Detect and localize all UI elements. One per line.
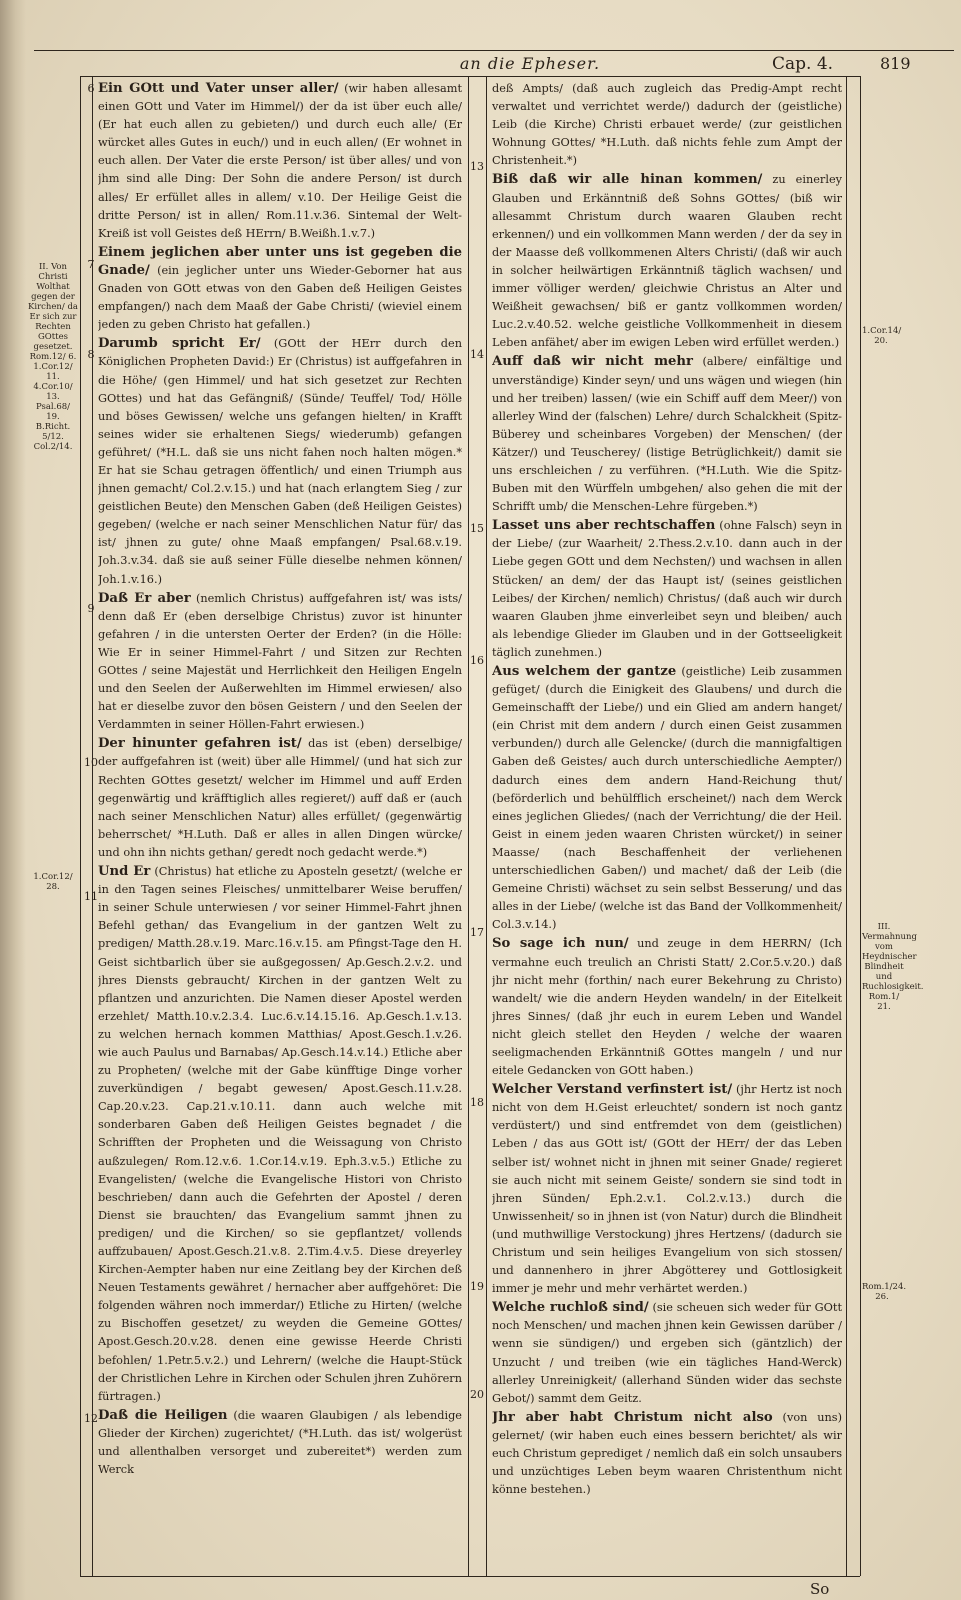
frame-right-rule bbox=[860, 76, 861, 1576]
verse-lead: Der hinunter gefahren ist/ bbox=[98, 736, 302, 752]
verse-lead: So sage ich nun/ bbox=[492, 936, 629, 952]
verse-number: 17 bbox=[470, 926, 484, 939]
verse-paragraph bbox=[98, 80, 462, 243]
verse-paragraph bbox=[492, 80, 842, 170]
verse-text: und zeuge in dem HERRN/ (Ich vermahne euch treulich an Christi Statt/ 2.Cor.5.v.20.) daß jhr nicht mehr (forthin/ nach eurer Bekehrung zu Christo) wandelt/ wie die andern Heyden wandeln/ in der Eitelkeit jhres Sinnes/ (daß jhr euch in eurem Leben und Wandel nicht gleich stellet den Heyden / welche der waaren seeligmachenden Erkänntniß GOttes mangeln / und nur eitele Gedancken von GOtt haben.) bbox=[492, 937, 842, 1078]
verse-number: 13 bbox=[470, 160, 484, 173]
verse-lead: Auff daß wir nicht mehr bbox=[492, 354, 693, 370]
text-column-right bbox=[492, 80, 842, 1570]
verse-lead: Und Er bbox=[98, 864, 151, 880]
verse-number: 12 bbox=[84, 1412, 98, 1425]
verse-lead: Darumb spricht Er/ bbox=[98, 336, 261, 352]
running-title: an die Epheser. bbox=[459, 54, 601, 73]
verse-text: (albere/ einfältige und unverständige) Kinder seyn/ und uns wägen und wiegen (hin und her treiben) lassen/ (wie ein Schiff auff dem Meer/) von allerley Wind der (falschen) Lehre/ durch Schalckheit (Spitz-Büberey und scheinbares Vorgeben) der Menschen/ (der Kätzer/) und Teuscherey/ (listige Betrüglichkeit/) damit sie uns erschleichen / zu verführen. (*H.Luth. Wie die Spitz-Buben mit den Würffeln umbgehen/ also gehen die mit der Schrifft umb/ die Menschen-Lehre fürgeben.*) bbox=[492, 355, 842, 514]
verse-lead: Ein GOtt und Vater unser aller/ bbox=[98, 81, 339, 96]
verse-number: 6 bbox=[87, 82, 95, 95]
verse-text: zu einerley Glauben und Erkänntniß deß Sohns GOttes/ (biß wir allesammt Christum durch waaren Glauben recht erkennen/) und ein vollkommen Mann werden / der da sey in der Maasse deß vollkommenen Alters Christi/ (daß wir auch in solcher heilwärtigen Erkänntniß täglich wachsen/ und immer völliger werden/ gleichwie Christus an Alter und Weißheit gewachsen/ biß er gantz vollkommen worden/ Luc.2.v.40.52. welche geistliche Vollkommenheit in diesem Leben anfähet/ aber im ewigen Leben wird erfüllet werden.) bbox=[492, 173, 842, 350]
catchword: So bbox=[810, 1580, 830, 1598]
verse-number: 14 bbox=[470, 348, 484, 361]
verse-text: (ein jeglicher unter uns Wieder-Geborner hat aus Gnaden von GOtt etwas von den Gaben deß Heiligen Geistes empfangen/) nach dem Maaß der Gabe Christi/ (wieviel einem jeden zu geben Christo hat gefallen.) bbox=[98, 263, 462, 332]
verse-paragraph bbox=[98, 335, 462, 588]
column-divider-right bbox=[486, 76, 487, 1576]
verse-lead: Daß Er aber bbox=[98, 590, 191, 606]
verse-lead: Jhr aber habt Christum nicht also bbox=[492, 1409, 773, 1425]
verse-text: (Christus) hat etliche zu Aposteln gesetzt/ (welche er in den Tagen seines Fleisches/ unmittelbarer Weise beruffen/ in seiner Schule unterwiesen / vor seiner Himmel-Fahrt jhnen Befehl gethan/ das Evangelium in der gantzen Welt zu predigen/ Matth.28.v.19. Marc.16.v.15. am Pfingst-Tage den H. Geist sichtbarlich über sie außgegossen/ Ap.Gesch.2.v.2. und jhres Diensts gebraucht/ Kirchen in der gantzen Welt zu pflantzen und anzurichten. Die Namen dieser Apostel werden erzehlet/ Matth.10.v.2.3.4. Luc.6.v.14.15.16. Ap.Gesch.1.v.13. zu welchen hernach kommen Matthias/ Apost.Gesch.1.v.26. wie auch Paulus und Barnabas/ Ap.Gesch.14.v.14.) Etliche aber zu Propheten/ (welche mit der Gabe künfftige Dinge vorher zuverkündigen / begabt gewesen/ Apost.Gesch.11.v.28. Cap.20.v.23. Cap.21.v.10.11. dann auch welche mit sonderbaren Gaben deß Heiligen Geistes begnadet / die Schrifften der Propheten und die Weissagung von Christo außzulegen/ Rom.12.v.6. 1.Cor.14.v.19. Eph.3.v.5.) Etliche zu Evangelisten/ (welche die Evangelische Histori von Christo beschrieben/ dann auch die Gefehrten der Apostel / deren Dienst sie brauchten/ das Evangelium sammt jhnen zu predigen/ und die Kirchen/ so sie gepflantzet/ vollends auffzubauen/ Apost.Gesch.21.v.8. 2.Tim.4.v.5. Diese dreyerley Kirchen-Aempter haben nur eine Zeitlang bey der Kirchen deß Neuen Testaments gewähret / hernacher aber auffgehöret: Die folgenden währen noch immerdar/) Etliche zu Hirten/ (welche zu Bischoffen gesetzet/ zu weyden die Gemeine GOttes/ Apost.Gesch.20.v.28. denen eine gewisse Heerde Christi befohlen/ 1.Petr.5.v.2.) und Lehrern/ (welche die Haupt-Stück der Christlichen Lehre in Kirchen oder Schulen jhren Zuhörern fürtragen.) bbox=[98, 865, 462, 1403]
verse-number: 15 bbox=[470, 522, 484, 535]
verse-text: (sie scheuen sich weder für GOtt noch Menschen/ und machen jhnen kein Gewissen darüber / wenn sie sündigen/) und ergeben sich (gäntzlich) der Unzucht / und treiben (wie ein tägliches Hand-Werck) allerley Unreinigkeit/ (allerhand Sünden wider das sechste Gebot/) sammt dem Geitz. bbox=[492, 1301, 842, 1405]
verse-paragraph bbox=[98, 244, 462, 334]
verse-paragraph bbox=[492, 353, 842, 516]
frame-bottom-rule bbox=[80, 1576, 860, 1577]
verse-paragraph bbox=[98, 735, 462, 862]
chapter-label: Cap. 4. bbox=[772, 54, 834, 74]
page-gutter bbox=[0, 0, 26, 1600]
column-divider-left bbox=[468, 76, 469, 1576]
verse-text: (wir haben allesamt einen GOtt und Vater im Himmel/) der da ist über euch alle/ (Er hat euch allen zu gebieten/) und durch euch alle/ (Er würcket alles Gutes in euch/) und in euch allen/ (Er wohnet in euch allen. Der Vater die erste Person/ ist über alles/ und von jhm sind alle Ding: Der Sohn die andere Person/ ist durch alles/ Er erfüllet alles in allem/ v.10. Der Heilige Geist die dritte Person/ ist in allen/ Rom.11.v.36. Sintemal der Welt-Kreiß ist voll Geistes deß HErrn/ B.Weißh.1.v.7.) bbox=[98, 82, 462, 240]
frame-top-rule bbox=[80, 76, 860, 77]
verse-number: 7 bbox=[87, 258, 95, 271]
margin-note-left: II. Von Christi Wolthat gegen der Kirchen/ da Er sich zur Rechten GOttes gesetzet. Rom.12/ 6. 1.Cor.12/ 11. 4.Cor.10/ 13. Psal.68/ 19. B.Richt. 5/12. Col.2/14. bbox=[28, 262, 78, 452]
verse-paragraph bbox=[492, 517, 842, 662]
verse-text: (geistliche) Leib zusammen gefüget/ (durch die Einigkeit des Glaubens/ und durch die Gemeinschafft der Liebe/) und ein Glied am andern hanget/ (ein Christ mit dem andern / durch einen Geist zusammen verbunden/) durch alle Gelencke/ (durch die mannigfaltigen Gaben deß Geistes/ auch durch unterschiedliche Aempter/) dadurch eines dem andern Hand-Reichung thut/ (beförderlich und behülfflich erscheinet/) nach dem Werck eines jeglichen Gliedes/ (nach der Verrichtung/ die der Heil. Geist in einem jeden waaren Christen würcket/) in seiner Maasse/ (nach Beschaffenheit der verliehenen unterschiedlichen Gaben/) und machet/ daß der Leib (die Gemeine Christi) wächset zu sein selbst Besserung/ und das alles in der Liebe/ (welche ist das Band der Vollkommenheit/ Col.3.v.14.) bbox=[492, 665, 842, 932]
verse-paragraph bbox=[492, 935, 842, 1080]
margin-note-right: Rom.1/24. 26. bbox=[862, 1282, 907, 1302]
verse-text: deß Ampts/ (daß auch zugleich das Predig-Ampt recht verwaltet und verrichtet werde/) dadurch der (geistliche) Leib (die Kirche) Christi erbauet werde/ (zur geistlichen Wohnung GOttes/ *H.Luth. daß nichts fehle zum Ampt der Christenheit.*) bbox=[492, 82, 842, 168]
verse-paragraph bbox=[492, 1299, 842, 1408]
verse-lead: Einem jeglichen aber unter uns ist gegeben die Gnade/ bbox=[98, 244, 462, 278]
verse-number: 11 bbox=[84, 890, 98, 903]
verse-lead: Daß die Heiligen bbox=[98, 1407, 228, 1423]
verse-number: 8 bbox=[87, 348, 95, 361]
verse-text: (die waaren Glaubigen / als lebendige Glieder der Kirchen) zugerichtet/ (*H.Luth. das ist/ wolgerüst und allenthalben versorget und zubereitet*) werden zum Werck bbox=[98, 1408, 462, 1477]
text-column-left bbox=[98, 80, 462, 1570]
margin-note-right: 1.Cor.14/ 20. bbox=[862, 326, 902, 346]
verse-number: 10 bbox=[84, 756, 98, 769]
verse-number: 16 bbox=[470, 654, 484, 667]
verse-paragraph bbox=[98, 590, 462, 735]
frame-left-rule bbox=[80, 76, 81, 1576]
verse-lead: Aus welchem der gantze bbox=[492, 664, 677, 679]
frame-right-inner-rule bbox=[846, 76, 847, 1576]
margin-note-right: III. Vermahnung vom Heydnischer Blindheit und Ruchlosigkeit. Rom.1/ 21. bbox=[862, 922, 924, 1012]
verse-paragraph bbox=[98, 1407, 462, 1479]
margin-note-left: 1.Cor.12/ 28. bbox=[33, 872, 73, 892]
verse-number: 19 bbox=[470, 1280, 484, 1293]
verse-text: das ist (eben) derselbige/ der auffgefahren ist (weit) über alle Himmel/ (und hat sich zur Rechten GOttes gesetzt/ welcher im Himmel und auff Erden gegenwärtig und kräfftiglich alles regieret/) auff daß er (auch nach seiner Menschlichen Natur) alles erfüllet/ (gegenwärtig beherrschet/ *H.Luth. Daß er alles in allen Dingen würcke/ und ohn ihn nichts gethan/ geredt noch gedacht werde.*) bbox=[98, 737, 462, 859]
verse-paragraph bbox=[492, 1081, 842, 1298]
verse-text: (GOtt der HErr durch den Königlichen Propheten David:) Er (Christus) ist auffgefahren in die Höhe/ (gen Himmel/ und hat sich gesetzet zur Rechten GOttes) und hat das Gefängniß/ (Sünde/ Teuffel/ Tod/ Hölle und böses Gewissen/ welche uns gefangen hielten/ in Krafft seines wider sie erhaltenen Siegs/ wiederumb) gefangen geführet/ (*H.L. daß sie uns nicht fahen noch halten mögen.* Er hat sie Schau getragen öffentlich/ und einen Triumph aus jhnen gemacht/ Col.2.v.15.) und hat (nach erlangtem Sieg / zur geistlichen Beute) den Menschen Gaben (deß Heiligen Geistes) gegeben/ (welche er nach seiner Menschlichen Natur für/ das ist/ jhnen zu gute/ ohne Maaß empfangen/ Psal.68.v.19. Joh.3.v.34. daß sie auß seiner Fülle dieselbe nehmen können/ Joh.1.v.16.) bbox=[98, 337, 462, 586]
verse-lead: Welche ruchloß sind/ bbox=[492, 1300, 649, 1316]
verse-text: (von uns) gelernet/ (wir haben euch eines bessern berichtet/ als wir euch Christum geprediget / nemlich daß ein solch unsaubers und unzüchtiges Leben beym waaren Christenthum nicht könne bestehen.) bbox=[492, 1410, 842, 1497]
verse-lead: Biß daß wir alle hinan kommen/ bbox=[492, 172, 763, 188]
verse-text: (jhr Hertz ist noch nicht von dem H.Geist erleuchtet/ sondern ist noch gantz verdüstert/) und sind entfremdet von dem (geistlichen) Leben / das aus GOtt ist/ (GOtt der HErr/ der das Leben selber ist/ wohnet nicht in jhnen mit seiner Gnade/ regieret sie auch nicht mit seinem Geiste/ sondern sie sind todt in jhren Sünden/ Eph.2.v.1. Col.2.v.13.) durch die Unwissenheit/ so in jhnen ist (von Natur) durch die Blindheit (und muthwillige Verstockung) jhres Hertzens/ (dadurch sie Christum und sein heiliges Evangelium von sich stossen/ und dannenhero in jhrer Abgötterey und Gottlosigkeit immer je mehr und mehr verhärtet werden.) bbox=[492, 1083, 842, 1296]
verse-paragraph bbox=[492, 1409, 842, 1499]
page-number: 819 bbox=[880, 54, 911, 73]
verse-number: 20 bbox=[470, 1388, 484, 1401]
verse-paragraph bbox=[492, 663, 842, 934]
header-rule bbox=[34, 50, 954, 51]
verse-text: (nemlich Christus) auffgefahren ist/ was ists/ denn daß Er (eben derselbige Christus) zuvor ist hinunter gefahren / in die untersten Oerter der Erden? (in die Hölle: Wie Er in seiner Himmel-Fahrt / und Sitzen zur Rechten GOttes / seine Majestät und Herrlichkeit den Heiligen Engeln und den Seelen der Außerwehlten im Himmel erwiesen/ also hat er dieselbe zuvor den bösen Geistern / und den Seelen der Verdammten in seiner Höllen-Fahrt erwiesen.) bbox=[98, 591, 462, 732]
verse-number: 9 bbox=[87, 602, 95, 615]
verse-paragraph bbox=[492, 171, 842, 352]
verse-text: (ohne Falsch) seyn in der Liebe/ (zur Waarheit/ 2.Thess.2.v.10. dann auch in der Liebe gegen GOtt und dem Nechsten/) und wachsen in allen Stücken/ an dem/ der das Haupt ist/ (seines geistlichen Leibes/ der Kirchen/ nemlich) Christus/ (daß auch wir durch waaren Glauben jhme einverleibet seyn und bleiben/ auch als lebendige Glieder im Glauben und in der Gottseeligkeit täglich zunehmen.) bbox=[492, 519, 842, 659]
verse-number-rule-left bbox=[92, 76, 93, 1576]
verse-lead: Welcher Verstand verfinstert ist/ bbox=[492, 1082, 733, 1098]
verse-paragraph bbox=[98, 863, 462, 1406]
verse-lead: Lasset uns aber rechtschaffen bbox=[492, 518, 716, 534]
verse-number: 18 bbox=[470, 1096, 484, 1109]
